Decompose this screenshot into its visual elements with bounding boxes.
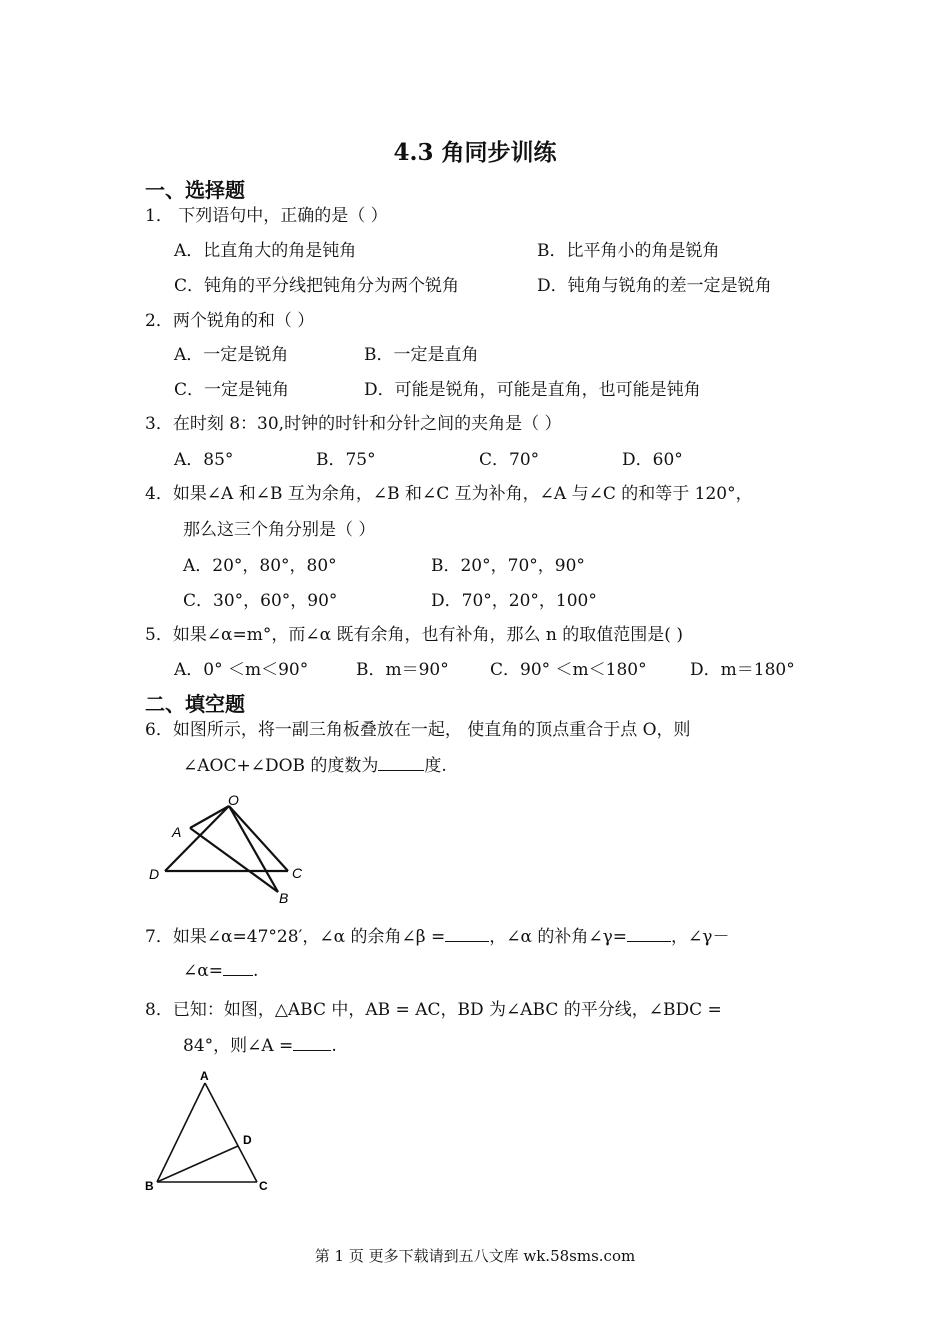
question-5-option-b: B．m＝90° (356, 660, 449, 680)
label-o: O (228, 792, 239, 808)
segment-bd (157, 1146, 238, 1182)
question-7-line-1 (145, 922, 729, 947)
question-3-option-d: D．60° (622, 450, 683, 470)
triangle-set-figure (140, 790, 320, 910)
question-1-stem: 1． 下列语句中，正确的是（ ） (145, 206, 388, 226)
segment-oc (229, 806, 288, 871)
triangle-abc-figure (140, 1065, 280, 1195)
label-b: B (279, 890, 289, 906)
section-fill-heading: 二、填空题 (145, 692, 245, 716)
question-1-option-b: B．比平角小的角是锐角 (537, 241, 720, 261)
label-d: D (149, 866, 160, 882)
question-7-beta-blank[interactable] (445, 925, 489, 942)
question-8-answer-blank[interactable] (293, 1034, 331, 1051)
question-6-text-a: ∠AOC+∠DOB 的度数为 (183, 756, 379, 776)
question-3-option-c: C．70° (479, 450, 540, 470)
question-7-difference-blank[interactable] (223, 959, 253, 976)
question-4-option-c: C．30°，60°，90° (183, 591, 338, 611)
label-b: B (145, 1179, 154, 1193)
question-7-text-a: 7．如果∠α=47°28′，∠α 的余角∠β = (145, 927, 446, 947)
question-8-text-b: . (331, 1036, 337, 1056)
question-2-option-a: A．一定是锐角 (174, 345, 289, 365)
question-6-answer-blank[interactable] (378, 754, 424, 771)
label-a: A (172, 824, 182, 840)
question-2-option-c: C．一定是钝角 (174, 380, 290, 400)
section-choice-heading: 一、选择题 (145, 178, 245, 202)
question-2-stem: 2．两个锐角的和（ ） (145, 311, 315, 331)
question-7-text-e: . (252, 961, 259, 981)
question-2-option-b: B．一定是直角 (364, 345, 479, 365)
question-6-text-b: 度. (424, 756, 447, 776)
label-a: A (200, 1069, 209, 1083)
label-c: C (259, 1179, 268, 1193)
question-3-option-b: B．75° (316, 450, 376, 470)
question-5-option-c: C．90° ＜m＜180° (490, 660, 647, 680)
question-4-option-d: D．70°，20°，100° (431, 591, 597, 611)
label-c: C (292, 865, 303, 881)
question-4-stem-line-2: 那么这三个角分别是（ ） (183, 520, 376, 540)
segment-ab (157, 1083, 205, 1182)
question-6-line-2 (183, 751, 447, 776)
question-7-line-2 (183, 959, 258, 981)
segment-ab (190, 828, 278, 892)
question-6-line-1: 6．如图所示，将一副三角板叠放在一起， 使直角的顶点重合于点 O，则 (145, 720, 691, 740)
question-3-stem: 3．在时刻 8：30,时钟的时针和分针之间的夹角是（ ） (145, 414, 562, 434)
question-5-option-a: A．0° ＜m＜90° (174, 660, 309, 680)
segment-ob (229, 806, 278, 892)
question-7-gamma-blank[interactable] (627, 925, 671, 942)
page-title: 4.3 角同步训练 (393, 139, 557, 166)
question-8-line-1: 8．已知：如图，△ABC 中，AB = AC，BD 为∠ABC 的平分线，∠BDC = (145, 1000, 722, 1020)
question-4-option-b: B．20°，70°，90° (431, 556, 585, 576)
question-7-text-b: ，∠α 的补角∠γ= (489, 927, 628, 947)
label-d: D (243, 1133, 252, 1147)
question-1-option-a: A．比直角大的角是钝角 (174, 241, 357, 261)
question-7-text-c: ，∠γ－ (671, 927, 730, 947)
question-2-option-d: D．可能是锐角，可能是直角，也可能是钝角 (364, 380, 701, 400)
question-7-text-d: ∠α= (183, 961, 223, 981)
question-5-stem: 5．如果∠α=m°，而∠α 既有余角，也有补角，那么 n 的取值范围是( ) (145, 625, 683, 645)
question-8-text-a: 84°，则∠A = (183, 1036, 294, 1056)
page-footer: 第 1 页 更多下载请到五八文库 wk.58sms.com (314, 1247, 636, 1265)
question-1-option-c: C．钝角的平分线把钝角分为两个锐角 (174, 276, 460, 296)
question-8-line-2 (183, 1031, 337, 1056)
question-1-option-d: D．钝角与锐角的差一定是锐角 (537, 276, 772, 296)
question-5-option-d: D．m＝180° (690, 660, 795, 680)
question-4-stem-line-1: 4．如果∠A 和∠B 互为余角，∠B 和∠C 互为补角，∠A 与∠C 的和等于 120°， (145, 484, 753, 504)
question-3-option-a: A．85° (174, 450, 234, 470)
question-4-option-a: A．20°，80°，80° (183, 556, 337, 576)
